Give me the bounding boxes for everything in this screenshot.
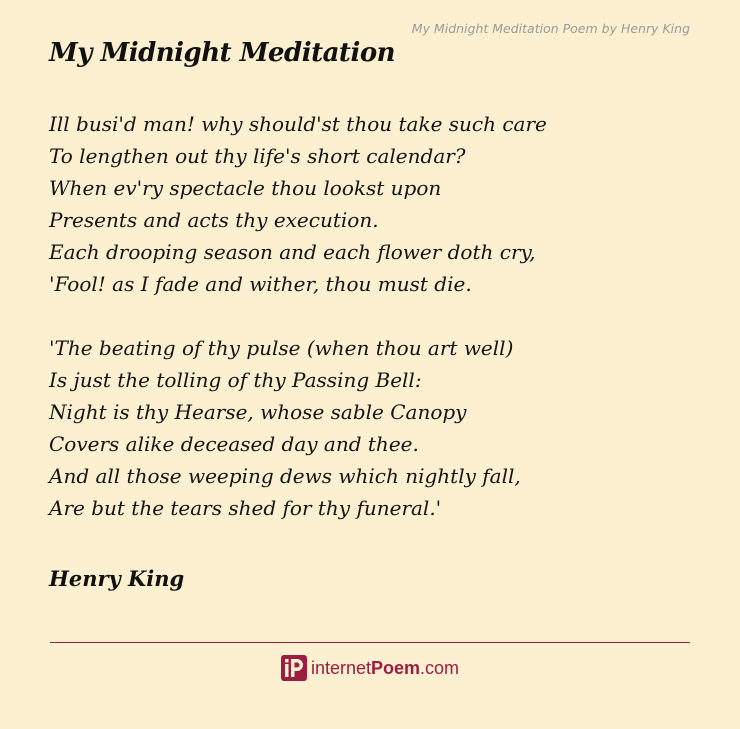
poem-body — [49, 108, 699, 556]
poem-line: Night is thy Hearse, whose sable Canopy — [49, 400, 467, 424]
stanza-1 — [49, 108, 699, 300]
poem-title: My Midnight Meditation — [49, 38, 396, 68]
poem-line: To lengthen out thy life's short calendar? — [49, 144, 466, 168]
footer-divider — [50, 642, 690, 643]
poem-line: 'The beating of thy pulse (when thou art well) — [49, 336, 514, 360]
internetpoem-logo[interactable] — [0, 655, 740, 681]
logo-text-com: .com — [420, 657, 460, 678]
poem-line: 'Fool! as I fade and wither, thou must die. — [49, 272, 472, 296]
poem-line: When ev'ry spectacle thou lookst upon — [49, 176, 442, 200]
stanza-2 — [49, 332, 699, 524]
logo-text-poem: Poem — [371, 657, 421, 678]
poem-author: Henry King — [49, 566, 185, 591]
poem-line: Each drooping season and each flower doth cry, — [49, 240, 536, 264]
logo-text-internet: internet — [310, 657, 371, 678]
poem-line: Covers alike deceased day and thee. — [49, 432, 419, 456]
ip-logo-icon — [281, 655, 307, 681]
header-caption: My Midnight Meditation Poem by Henry King — [411, 21, 690, 36]
poem-line: Are but the tears shed for thy funeral.' — [49, 496, 442, 520]
poem-line: Is just the tolling of thy Passing Bell: — [49, 368, 422, 392]
logo-text — [311, 658, 459, 679]
poem-line: Ill busi'd man! why should'st thou take such care — [49, 112, 547, 136]
poem-line: Presents and acts thy execution. — [49, 208, 379, 232]
poem-line: And all those weeping dews which nightly fall, — [49, 464, 521, 488]
